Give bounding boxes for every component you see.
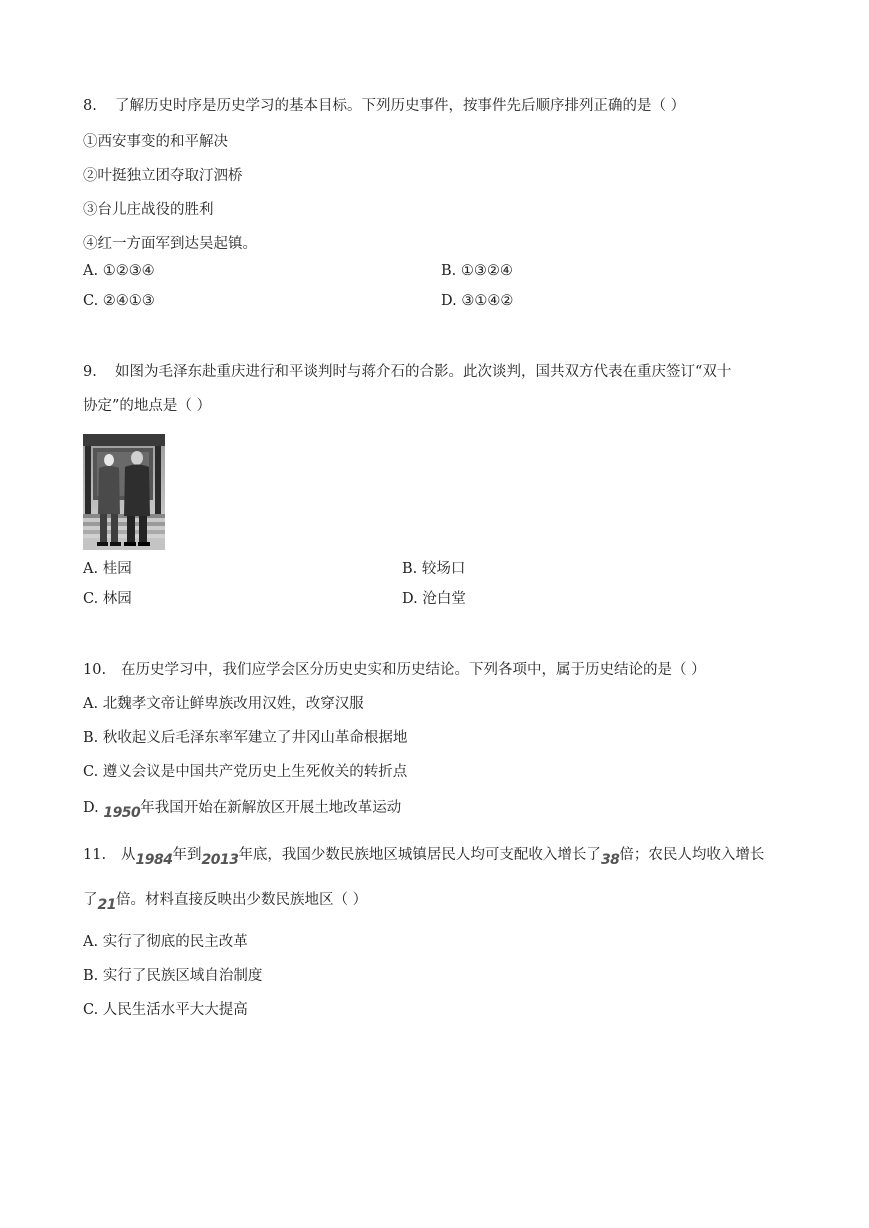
q11-multiple-2: 21 — [97, 897, 116, 913]
q11-year-2: 2013 — [201, 852, 239, 868]
q8-stem — [83, 96, 685, 116]
q9-option-b[interactable]: B. 较场口 — [402, 561, 466, 577]
q11-text-5: 了 — [83, 892, 98, 908]
q11-text-1: 从 — [121, 847, 136, 863]
q11-stem-line1 — [83, 845, 765, 868]
q9-number: 9. — [83, 364, 97, 380]
q11-text-6: 倍。材料直接反映出少数民族地区（ ） — [115, 892, 368, 908]
q10-stem — [83, 660, 706, 680]
q9-option-c[interactable]: C. 林园 — [83, 591, 132, 607]
q10-option-d-year: 1950 — [103, 805, 141, 821]
q10-stem-text: 在历史学习中，我们应学会区分历史史实和历史结论。下列各项中，属于历史结论的是（ ） — [121, 662, 706, 678]
q11-option-c[interactable]: C. 人民生活水平大大提高 — [83, 1002, 248, 1018]
q10-number: 10. — [83, 662, 107, 678]
q10-option-d[interactable] — [83, 798, 402, 821]
q9-stem — [83, 362, 731, 382]
q11-stem-line2 — [83, 890, 368, 913]
q11-year-1: 1984 — [135, 852, 173, 868]
q8-option-d[interactable]: D. ③①④② — [441, 293, 514, 309]
q10-option-d-text: 年我国开始在新解放区开展土地改革运动 — [140, 800, 402, 816]
q9-stem-line2: 协定”的地点是（ ） — [83, 398, 212, 414]
q8-event-1: ①西安事变的和平解决 — [83, 134, 228, 150]
q11-text-3: 年底，我国少数民族地区城镇居民人均可支配收入增长了 — [238, 847, 601, 863]
q11-text-2: 年到 — [172, 847, 202, 863]
q10-option-b[interactable]: B. 秋收起义后毛泽东率军建立了井冈山革命根据地 — [83, 730, 408, 746]
q8-option-b[interactable]: B. ①③②④ — [441, 263, 513, 279]
q8-option-a[interactable]: A. ①②③④ — [83, 263, 155, 279]
q11-number: 11. — [83, 847, 107, 863]
q8-event-3: ③台儿庄战役的胜利 — [83, 202, 214, 218]
q11-option-a[interactable]: A. 实行了彻底的民主改革 — [83, 934, 248, 950]
q11-multiple-1: 38 — [600, 852, 620, 868]
q10-option-d-prefix: D. — [83, 800, 104, 816]
q9-stem-line1: 如图为毛泽东赴重庆进行和平谈判时与蒋介石的合影。此次谈判，国共双方代表在重庆签订“双十 — [115, 364, 732, 380]
q8-event-2: ②叶挺独立团夺取汀泗桥 — [83, 168, 243, 184]
q9-option-a[interactable]: A. 桂园 — [83, 561, 132, 577]
q10-option-c[interactable]: C. 遵义会议是中国共产党历史上生死攸关的转折点 — [83, 764, 408, 780]
q10-option-a[interactable]: A. 北魏孝文帝让鲜卑族改用汉姓，改穿汉服 — [83, 696, 364, 712]
q11-text-4: 倍；农民人均收入增长 — [619, 847, 765, 863]
q8-option-c[interactable]: C. ②④①③ — [83, 293, 155, 309]
q8-event-4: ④红一方面军到达吴起镇。 — [83, 236, 257, 252]
historical-photo — [83, 434, 165, 550]
q8-stem-text: 了解历史时序是历史学习的基本目标。下列历史事件，按事件先后顺序排列正确的是（ ） — [115, 98, 686, 114]
q8-number: 8. — [83, 98, 97, 114]
q9-option-d[interactable]: D. 沧白堂 — [402, 591, 466, 607]
q11-option-b[interactable]: B. 实行了民族区域自治制度 — [83, 968, 263, 984]
